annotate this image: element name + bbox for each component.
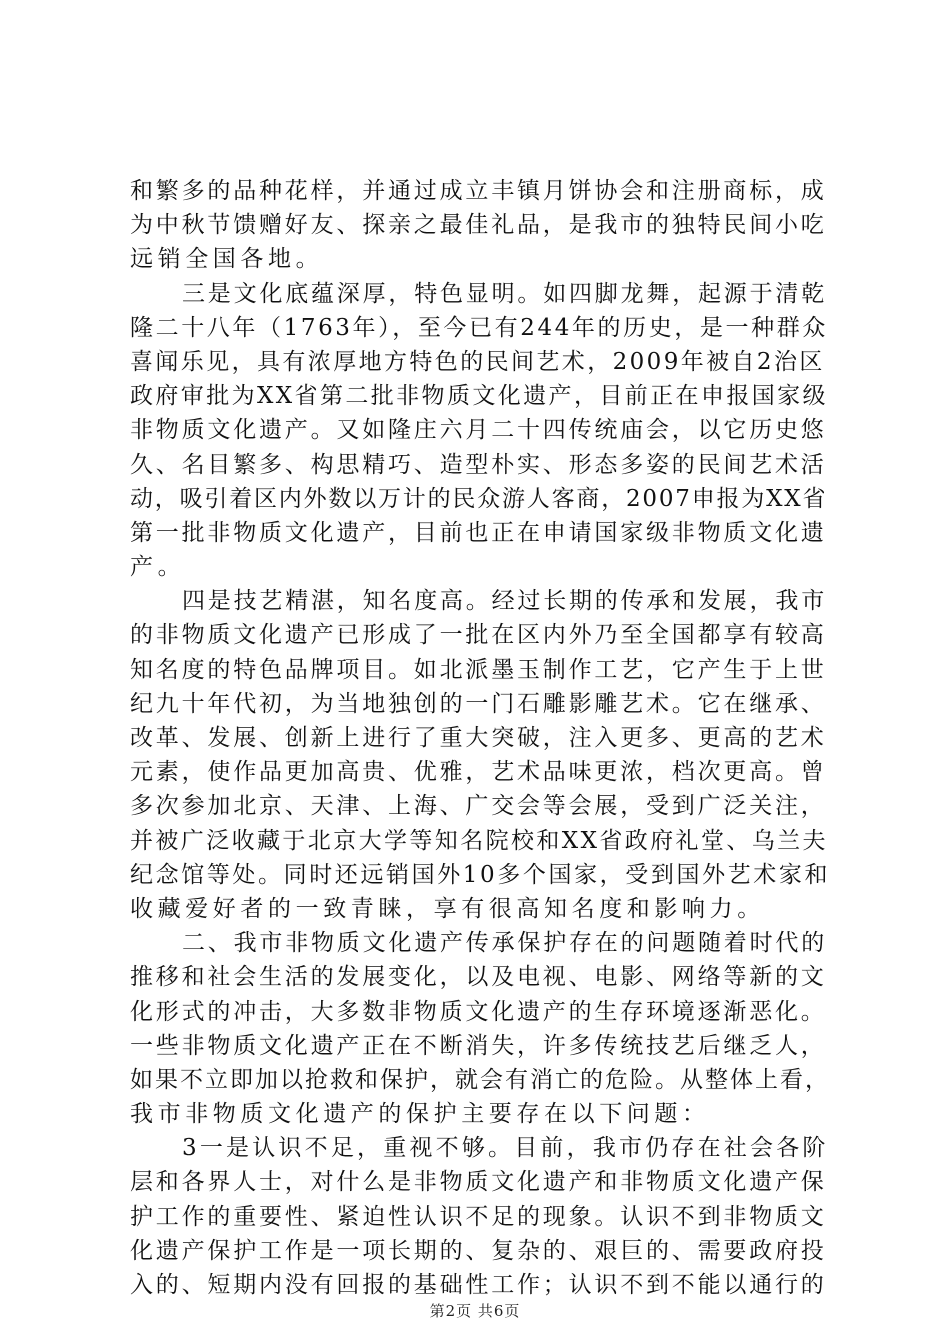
paragraph-first-line: 四是技艺精湛，知名度高。经过长期的传承和发展，我市 (182, 588, 827, 615)
text-line: 改革、发展、创新上进行了重大突破，注入更多、更高的艺术 (130, 725, 827, 751)
text-line: 推移和社会生活的发展变化，以及电视、电影、网络等新的文 (130, 964, 827, 991)
text-line: 多次参加北京、天津、上海、广交会等会展，受到广泛关注， (130, 793, 827, 820)
text-line: 我市非物质文化遗产的保护主要存在以下问题： (130, 1101, 710, 1128)
text-line: 为中秋节馈赠好友、探亲之最佳礼品，是我市的独特民间小吃 (130, 212, 827, 239)
paragraph-first-line: 二、我市非物质文化遗产传承保护存在的问题随着时代的 (182, 930, 827, 957)
text-line: 护工作的重要性、紧迫性认识不足的现象。认识不到非物质文 (130, 1203, 827, 1230)
document-body (130, 174, 830, 1302)
text-line: 非物质文化遗产。又如隆庄六月二十四传统庙会，以它历史悠 (130, 417, 827, 444)
text-line: 动，吸引着区内外数以万计的民众游人客商，2007申报为XX省 (130, 485, 828, 512)
text-line: 化形式的冲击，大多数非物质文化遗产的生存环境逐渐恶化。 (130, 998, 827, 1025)
text-line: 元素，使作品更加高贵、优雅，艺术品味更浓，档次更高。曾 (130, 759, 827, 786)
text-line: 和繁多的品种花样，并通过成立丰镇月饼协会和注册商标，成 (130, 178, 827, 204)
text-line: 收藏爱好者的一致青睐，享有很高知名度和影响力。 (130, 895, 765, 922)
text-line: 隆二十八年（1763年），至今已有244年的历史，是一种群众 (130, 314, 828, 341)
text-line: 入的、短期内没有回报的基础性工作；认识不到不能以通行的 (130, 1272, 827, 1298)
text-line: 并被广泛收藏于北京大学等知名院校和XX省政府礼堂、乌兰夫 (130, 827, 828, 854)
text-line: 一些非物质文化遗产正在不断消失，许多传统技艺后继乏人， (130, 1032, 827, 1059)
paragraph-first-line: 三是文化底蕴深厚，特色显明。如四脚龙舞，起源于清乾 (182, 280, 827, 307)
text-line: 纪念馆等处。同时还远销国外10多个国家，受到国外艺术家和 (130, 861, 831, 888)
page-footer: 第2页 共6页 (429, 1302, 521, 1320)
text-line: 纪九十年代初，为当地独创的一门石雕影雕艺术。它在继承、 (130, 690, 827, 717)
text-line: 如果不立即加以抢救和保护，就会有消亡的危险。从整体上看， (130, 1066, 830, 1093)
text-line: 政府审批为XX省第二批非物质文化遗产，目前正在申报国家级 (130, 383, 828, 410)
text-line: 知名度的特色品牌项目。如北派墨玉制作工艺，它产生于上世 (130, 656, 827, 683)
text-line: 第一批非物质文化遗产，目前也正在申请国家级非物质文化遗 (130, 519, 827, 546)
text-line: 远销全国各地。 (130, 246, 324, 273)
text-line: 的非物质文化遗产已形成了一批在区内外乃至全国都享有较高 (130, 622, 827, 649)
text-line: 化遗产保护工作是一项长期的、复杂的、艰巨的、需要政府投 (130, 1237, 827, 1264)
paragraph-first-line: 3一是认识不足，重视不够。目前，我市仍存在社会各阶 (182, 1135, 829, 1162)
text-line: 层和各界人士，对什么是非物质文化遗产和非物质文化遗产保 (130, 1169, 827, 1196)
text-line: 产。 (130, 554, 186, 581)
text-line: 久、名目繁多、构思精巧、造型朴实、形态多姿的民间艺术活 (130, 451, 827, 478)
text-line: 喜闻乐见，具有浓厚地方特色的民间艺术，2009年被自2治区 (130, 348, 825, 375)
